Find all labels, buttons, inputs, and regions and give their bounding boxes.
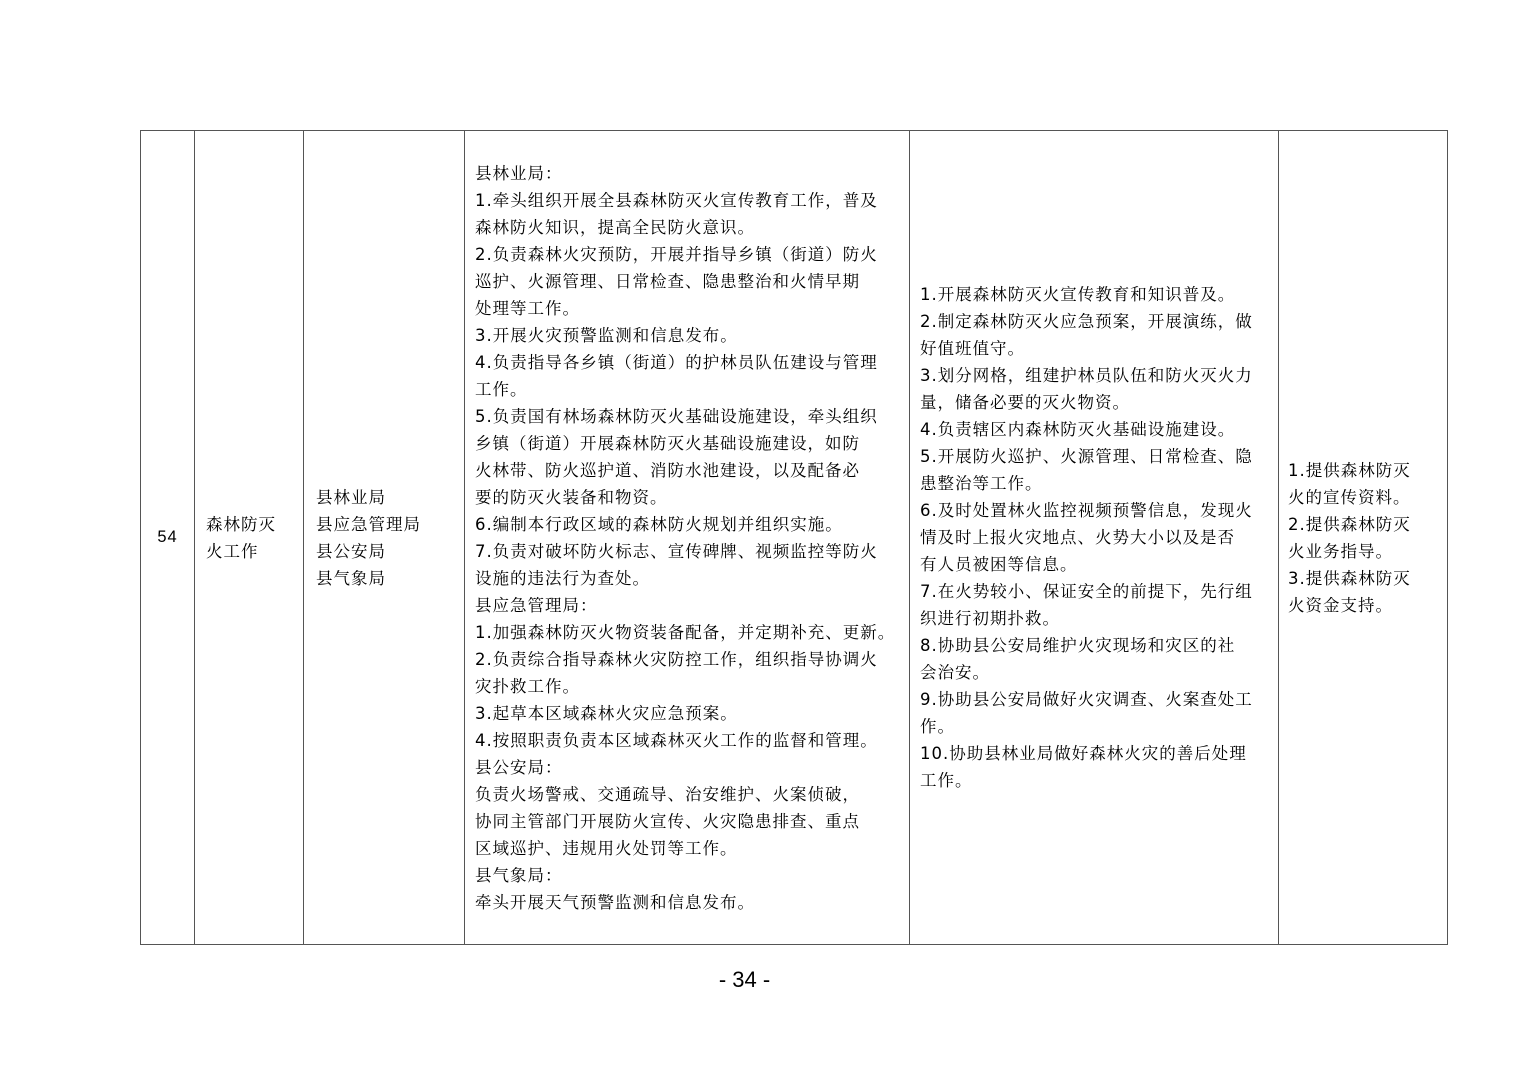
text-line: 情及时上报火灾地点、火势大小以及是否 (920, 528, 1235, 547)
text-line: 10.协助县林业局做好森林火灾的善后处理 (920, 744, 1247, 763)
text-line: 火业务指导。 (1288, 541, 1393, 561)
row-number-cell (141, 131, 195, 945)
text-line: 5.负责国有林场森林防灭火基础设施建设，牵头组织 (475, 406, 878, 426)
text-line: 6.及时处置林火监控视频预警信息，发现火 (920, 501, 1253, 520)
text-line: 工作。 (475, 379, 528, 399)
text-line: 协同主管部门开展防火宣传、火灾隐患排查、重点 (475, 811, 860, 831)
village-support (1279, 457, 1447, 619)
village-support-cell (1279, 131, 1448, 945)
text-line: 7.负责对破坏防火标志、宣传碑牌、视频监控等防火 (475, 541, 878, 561)
text-line: 1.加强森林防灭火物资装备配备，并定期补充、更新。 (475, 622, 896, 642)
text-line: 3.提供森林防灭 (1288, 568, 1411, 588)
text-line: 患整治等工作。 (920, 474, 1043, 493)
row-number: 54 (157, 528, 178, 546)
text-line: 乡镇（街道）开展森林防灭火基础设施建设，如防 (475, 433, 860, 453)
text-line: 灾扑救工作。 (475, 676, 580, 696)
text-line: 工作。 (920, 771, 973, 790)
text-line: 巡护、火源管理、日常检查、隐患整治和火情早期 (475, 271, 860, 291)
text-line: 1.牵头组织开展全县森林防灭火宣传教育工作，普及 (475, 190, 878, 210)
text-line: 6.编制本行政区域的森林防火规划并组织实施。 (475, 514, 843, 534)
text-line: 设施的违法行为查处。 (475, 568, 650, 588)
text-line: 火林带、防火巡护道、消防水池建设，以及配备必 (475, 460, 860, 480)
text-line: 2.制定森林防灭火应急预案，开展演练，做 (920, 312, 1253, 331)
text-line: 县林业局： (475, 163, 563, 183)
text-line: 2.提供森林防灭 (1288, 514, 1411, 534)
text-line: 火资金支持。 (1288, 595, 1393, 615)
text-line: 2.负责综合指导森林火灾防控工作，组织指导协调火 (475, 649, 878, 669)
responsibility-table (140, 130, 1448, 945)
text-line: 火工作 (206, 541, 259, 561)
text-line: 有人员被困等信息。 (920, 555, 1078, 574)
text-line: 4.负责指导各乡镇（街道）的护林员队伍建设与管理 (475, 352, 878, 372)
text-line: 2.负责森林火灾预防，开展并指导乡镇（街道）防火 (475, 244, 878, 264)
county-responsibilities-cell (465, 131, 910, 945)
text-line: 3.开展火灾预警监测和信息发布。 (475, 325, 738, 345)
text-line: 森林防火知识，提高全民防火意识。 (475, 217, 755, 237)
task-name (195, 511, 303, 565)
text-line: 会治安。 (920, 663, 990, 682)
text-line: 县气象局 (316, 568, 386, 588)
township-responsibilities-cell (910, 131, 1279, 945)
text-line: 火的宣传资料。 (1288, 487, 1411, 507)
text-line: 作。 (920, 717, 955, 736)
text-line: 3.起草本区域森林火灾应急预案。 (475, 703, 738, 723)
text-line: 好值班值守。 (920, 339, 1025, 358)
text-line: 要的防灭火装备和物资。 (475, 487, 668, 507)
text-line: 4.按照职责负责本区域森林灭火工作的监督和管理。 (475, 730, 878, 750)
text-line: 区域巡护、违规用火处罚等工作。 (475, 838, 738, 858)
text-line: 县气象局： (475, 865, 563, 885)
text-line: 县应急管理局： (475, 595, 598, 615)
text-line: 县公安局： (475, 757, 563, 777)
township-responsibilities (910, 281, 1278, 794)
responsible-departments (304, 484, 464, 592)
text-line: 量，储备必要的灭火物资。 (920, 393, 1130, 412)
text-line: 8.协助县公安局维护火灾现场和灾区的社 (920, 636, 1236, 655)
page-number: - 34 - (718, 967, 771, 992)
text-line: 森林防灭 (206, 514, 276, 534)
text-line: 5.开展防火巡护、火源管理、日常检查、隐 (920, 447, 1253, 466)
text-line: 织进行初期扑救。 (920, 609, 1060, 628)
text-line: 3.划分网格，组建护林员队伍和防火灭火力 (920, 366, 1253, 385)
text-line: 处理等工作。 (475, 298, 580, 318)
text-line: 县林业局 (316, 487, 386, 507)
text-line: 负责火场警戒、交通疏导、治安维护、火案侦破， (475, 784, 860, 804)
text-line: 县公安局 (316, 541, 386, 561)
table-row (141, 131, 1448, 945)
text-line: 1.开展森林防灭火宣传教育和知识普及。 (920, 285, 1236, 304)
text-line: 县应急管理局 (316, 514, 421, 534)
text-line: 牵头开展天气预警监测和信息发布。 (475, 892, 755, 912)
task-name-cell (195, 131, 304, 945)
text-line: 4.负责辖区内森林防灭火基础设施建设。 (920, 420, 1236, 439)
text-line: 1.提供森林防灭 (1288, 460, 1411, 480)
text-line: 9.协助县公安局做好火灾调查、火案查处工 (920, 690, 1253, 709)
responsible-departments-cell (304, 131, 465, 945)
text-line: 7.在火势较小、保证安全的前提下，先行组 (920, 582, 1253, 601)
county-responsibilities (465, 160, 909, 916)
